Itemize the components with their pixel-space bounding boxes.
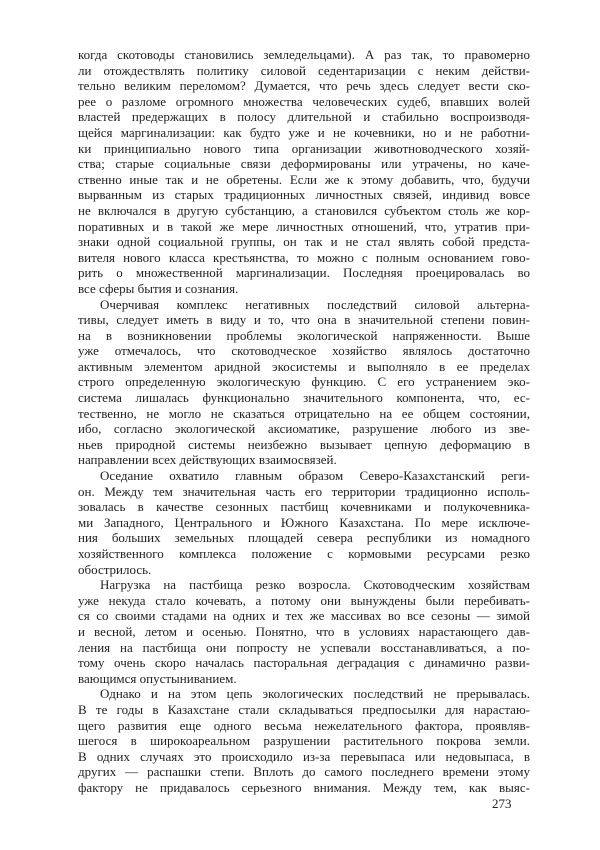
paragraph xyxy=(78,577,530,686)
text-line: уже некуда стало кочевать, а потому они вынуждены были перебивать- xyxy=(78,592,530,608)
text-line: щего развития еще одного весьма нежелательного фактора, проявляв- xyxy=(78,717,530,733)
text-line: он. Между тем значительная часть его территории традиционно исполь- xyxy=(78,483,530,499)
text-line: шегося в широкоареальном разрушении растительного покрова земли. xyxy=(78,733,530,749)
text-line: властей предержащих в полосу длительной и стабильно воспроизводя- xyxy=(78,109,530,125)
paragraph xyxy=(78,297,530,469)
text-line: ния больших земельных площадей севера республики из номадного xyxy=(78,530,530,546)
text-line: активным элементом аридной экосистемы и выполняло в ее пределах xyxy=(78,358,530,374)
text-line: вителя нового класса крестьянства, то можно с полным основанием гово- xyxy=(78,249,530,265)
text-line: хозяйственного комплекса положение с кормовыми ресурсами резко xyxy=(78,546,530,561)
text-line: на в возникновении проблемы экологической напряженности. Выше xyxy=(78,327,530,343)
page-body xyxy=(78,47,530,796)
text-line: направлении всех действующих взаимосвязей. xyxy=(78,452,337,468)
text-line: система лишалась функционально значительного компонента, что, ес- xyxy=(78,390,530,406)
text-line: ли отождествлять политику силовой седентаризации с неким действи- xyxy=(78,62,530,78)
text-line: рить о множественной маргинализации. Последняя проецировалась во xyxy=(78,265,530,281)
text-line: ми Западного, Центрального и Южного Казахстана. По мере исключе- xyxy=(78,514,530,530)
text-line: когда скотоводы становились земледельцами). А раз так, то правомерно xyxy=(78,47,530,62)
text-line: тельно великим переломом? Думается, что речь здесь следует вести ско- xyxy=(78,78,530,94)
text-line: фактору не придавалось серьезного внимания. Между тем, как выяс- xyxy=(78,779,530,795)
text-line: все сферы бытия и сознания. xyxy=(78,280,239,296)
text-line: тественно, не могло не сказаться отрицательно на ее общем состоянии, xyxy=(78,405,530,421)
text-line: ления на пастбища они попросту не успевали восстанавливаться, а по- xyxy=(78,639,530,655)
text-line: В те годы в Казахстане стали складываться предпосылки для нарастаю- xyxy=(78,701,530,717)
paragraph xyxy=(78,468,530,577)
text-line: вающимся опустыниванием. xyxy=(78,670,237,686)
text-line: Нагрузка на пастбища резко возросла. Скотоводческим хозяйствам xyxy=(100,577,530,593)
text-line: рее о разломе огромного множества человеческих судеб, впавших волей xyxy=(78,93,530,109)
text-line: Оседание охватило главным образом Северо-Казахстанский реги- xyxy=(100,468,530,484)
text-line: ства; старые социальные связи деформированы или утрачены, но каче- xyxy=(78,156,530,172)
text-line: поративных и в такой же мере личностных отношений, что, утратив при- xyxy=(78,218,530,234)
text-line: вырванным из старых традиционных личностных связей, индивид вовсе xyxy=(78,187,530,203)
text-line: щейся маргинализации: как будто уже и не кочевники, но и не работни- xyxy=(78,124,530,140)
text-line: ственно иные так и не обретены. Если же к этому добавить, что, будучи xyxy=(78,171,530,187)
text-line: знаки одной социальной группы, он так и не стал являть собой предста- xyxy=(78,234,530,250)
text-line: ки принципиально нового типа организации животноводческого хозяй- xyxy=(78,140,530,156)
text-line: строго определенную экологическую функцию. С его устранением эко- xyxy=(78,374,530,390)
paragraph xyxy=(78,47,530,297)
text-line: других — распашки степи. Вплоть до самого последнего времени этому xyxy=(78,764,530,780)
text-line: тивы, следует иметь в виду и то, что она в значительной степени повин- xyxy=(78,312,530,328)
text-line: ся со своими стадами на одних и тех же массивах во все сезоны — зимой xyxy=(78,608,530,624)
text-line: Однако и на этом цепь экологических последствий не прерывалась. xyxy=(100,686,530,702)
text-line: ньев природной системы неизбежно вызывает цепную деформацию в xyxy=(78,436,530,452)
text-line: ибо, согласно экологической аксиоматике, разрушение любого из зве- xyxy=(78,421,530,437)
text-line: уже отмечалось, что скотоводческое хозяйство являлось достаточно xyxy=(78,343,530,359)
text-line: Очерчивая комплекс негативных последствий силовой альтерна- xyxy=(100,296,530,312)
text-line: зовалась в качестве сезонных пастбищ кочевниками и полукочевника- xyxy=(78,499,530,515)
paragraph xyxy=(78,686,530,795)
text-line: и весной, летом и осенью. Понятно, что в условиях нарастающего дав- xyxy=(78,623,530,639)
text-line: обострилось. xyxy=(78,561,152,577)
text-line: В одних случаях это происходило из-за перевыпаса или недовыпаса, в xyxy=(78,748,530,764)
text-line: тому очень скоро началась пасторальная деградация с динамично разви- xyxy=(78,655,530,671)
text-line: не включался в другую субстанцию, а становился субъектом столь же кор- xyxy=(78,202,530,218)
page-number: 273 xyxy=(492,796,512,811)
